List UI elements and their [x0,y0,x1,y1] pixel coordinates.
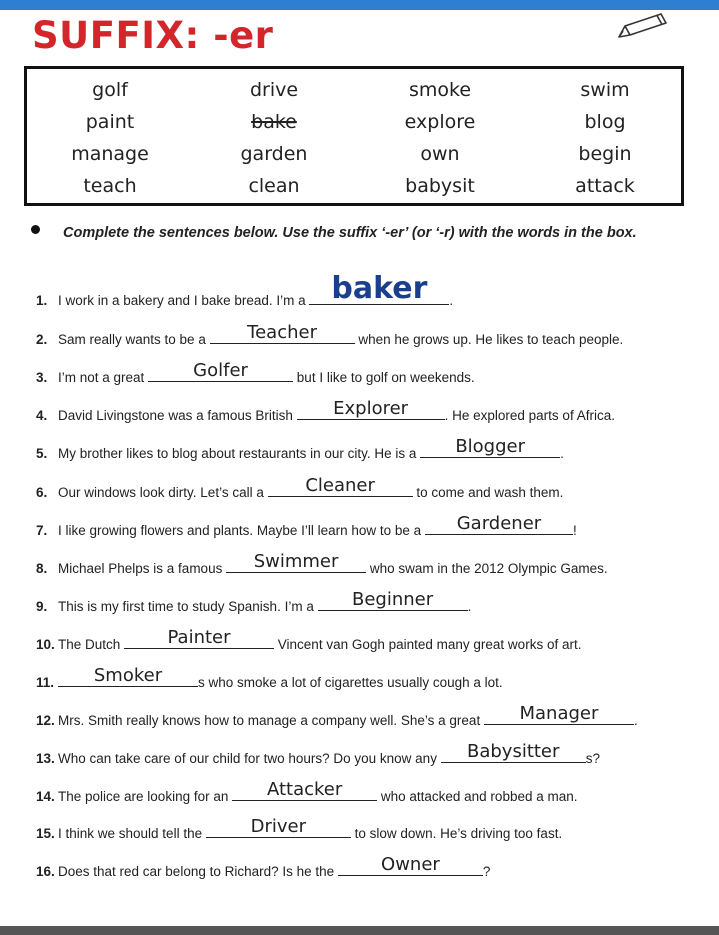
word-box-item: bake [251,111,297,133]
word-box [24,66,684,206]
sentence-12 [36,703,638,728]
sentence-5 [36,436,564,461]
answer-blank[interactable] [268,475,413,497]
sentence-text-after: ? [482,864,491,879]
sentence-text-after: to come and wash them. [412,485,564,500]
answer-blank[interactable] [338,854,483,876]
sentence-text-before: Who can take care of our child for two hours? Do you know any [58,751,441,766]
sentence-text-before: The Dutch [58,637,125,652]
word-box-item: own [420,143,460,165]
word-box-item: attack [575,175,635,197]
word-box-item: paint [85,111,135,133]
sentence-text-before: This is my first time to study Spanish. I’m a [58,599,318,614]
answer-text: Attacker [266,779,343,800]
sentence-10 [36,627,582,652]
answer-text: Owner [381,854,440,875]
page-title: SUFFIX: -er [32,14,274,57]
answer-blank[interactable] [420,436,560,458]
sentence-text-before: David Livingstone was a famous British [58,408,297,423]
sentence-number: 2. [36,332,48,347]
pencil-icon [617,10,669,40]
sentence-6 [36,475,564,500]
word-box-item: smoke [408,79,472,101]
sentence-text-after: . [560,446,564,461]
sentence-1 [36,271,454,308]
sentence-text-before: I think we should tell the [58,826,206,841]
sentence-text-after: s who smoke a lot of cigarettes usually cough a lot. [198,675,503,690]
word-box-item: babysit [405,175,475,197]
top-bar [0,0,719,10]
answer-blank[interactable] [58,665,198,687]
sentence-number: 1. [36,293,48,308]
sentence-number: 5. [36,446,48,461]
answer-blank[interactable] [484,703,634,725]
sentence-text-after: to slow down. He’s driving too fast. [350,826,563,841]
answer-blank[interactable] [232,779,377,801]
answer-blank[interactable] [297,398,445,420]
answer-text: Cleaner [305,475,375,496]
sentence-text-before: Mrs. Smith really knows how to manage a company well. She’s a great [58,713,484,728]
sentence-number: 3. [36,370,48,385]
sentence-text-after: who swam in the 2012 Olympic Games. [366,561,608,576]
sentence-7 [36,513,577,538]
word-box-item: teach [83,175,137,197]
word-box-item: blog [584,111,626,133]
sentence-text-after: . [449,293,454,308]
answer-blank[interactable] [148,360,293,382]
word-box-item: drive [249,79,299,101]
sentence-text-after: s? [585,751,600,766]
sentence-text-before: My brother likes to blog about restaurants in our city. He is a [58,446,421,461]
sentence-text-before: I work in a bakery and I bake bread. I’m a [58,293,310,308]
answer-text: Smoker [93,665,163,686]
word-box-item: manage [71,143,149,165]
sentence-15 [36,816,563,841]
sentence-number: 15. [36,826,55,841]
answer-text: Gardener [456,513,542,534]
answer-blank[interactable] [226,551,366,573]
word-box-item: swim [580,79,630,101]
sentence-9 [36,589,472,614]
word-box-item: begin [578,143,632,165]
sentence-number: 4. [36,408,48,423]
sentence-text-after: . [467,599,472,614]
sentence-number: 7. [36,523,48,538]
answer-blank[interactable] [210,322,355,344]
instructions: Complete the sentences below. Use the suffix ‘-er’ (or ‘-r) with the words in the box. [63,225,637,241]
answer-text: Blogger [455,436,526,457]
sentence-number: 10. [36,637,55,652]
sentence-16 [36,854,491,879]
answer-text: Explorer [333,398,409,419]
answer-blank[interactable] [318,589,468,611]
sentence-text-after: . [633,713,638,728]
answer-text: Painter [167,627,231,648]
answer-blank[interactable] [206,816,351,838]
answer-text: Driver [250,816,307,837]
sentence-number: 12. [36,713,55,728]
sentence-text-before: I like growing flowers and plants. Maybe I’ll learn how to be a [58,523,425,538]
answer-text: Golfer [193,360,248,381]
answer-text: baker [331,271,428,306]
sentence-number: 16. [36,864,55,879]
sentence-8 [36,551,608,576]
word-box-item: explore [404,111,476,133]
answer-text: Babysitter [466,741,560,762]
sentence-text-after: Vincent van Gogh painted many great works of art. [274,637,582,652]
answer-text: Beginner [352,589,434,610]
sentence-text-after: when he grows up. He likes to teach people. [354,332,624,347]
word-box-item: clean [248,175,300,197]
sentence-text-before: The police are looking for an [58,789,233,804]
sentence-text-before: Does that red car belong to Richard? Is he the [58,864,338,879]
sentence-number: 13. [36,751,55,766]
sentence-number: 14. [36,789,55,804]
sentence-text-before: Sam really wants to be a [58,332,210,347]
sentence-text-after: . He explored parts of Africa. [444,408,615,423]
bottom-bar [0,926,719,935]
answer-text: Manager [519,703,599,724]
answer-text: Swimmer [253,551,339,572]
sentence-11 [36,665,503,690]
answer-blank[interactable] [309,271,449,306]
word-box-item: golf [92,79,128,101]
sentence-text-before: Our windows look dirty. Let’s call a [58,485,268,500]
sentence-4 [36,398,615,423]
sentence-14 [36,779,578,804]
sentence-13 [36,741,600,766]
sentence-text-after: ! [572,523,577,538]
sentence-3 [36,360,475,385]
answer-blank[interactable] [425,513,573,535]
sentence-number: 11. [36,675,55,690]
sentence-2 [36,322,624,347]
answer-blank[interactable] [124,627,274,649]
sentence-number: 6. [36,485,48,500]
sentence-text-after: but I like to golf on weekends. [293,370,475,385]
sentence-text-before: Michael Phelps is a famous [58,561,227,576]
sentence-text-before: I’m not a great [58,370,149,385]
bullet-icon [31,225,40,234]
answer-text: Teacher [247,322,317,343]
answer-blank[interactable] [441,741,586,763]
sentence-text-after: who attacked and robbed a man. [377,789,578,804]
sentence-number: 8. [36,561,48,576]
word-box-item: garden [240,143,308,165]
sentence-number: 9. [36,599,48,614]
